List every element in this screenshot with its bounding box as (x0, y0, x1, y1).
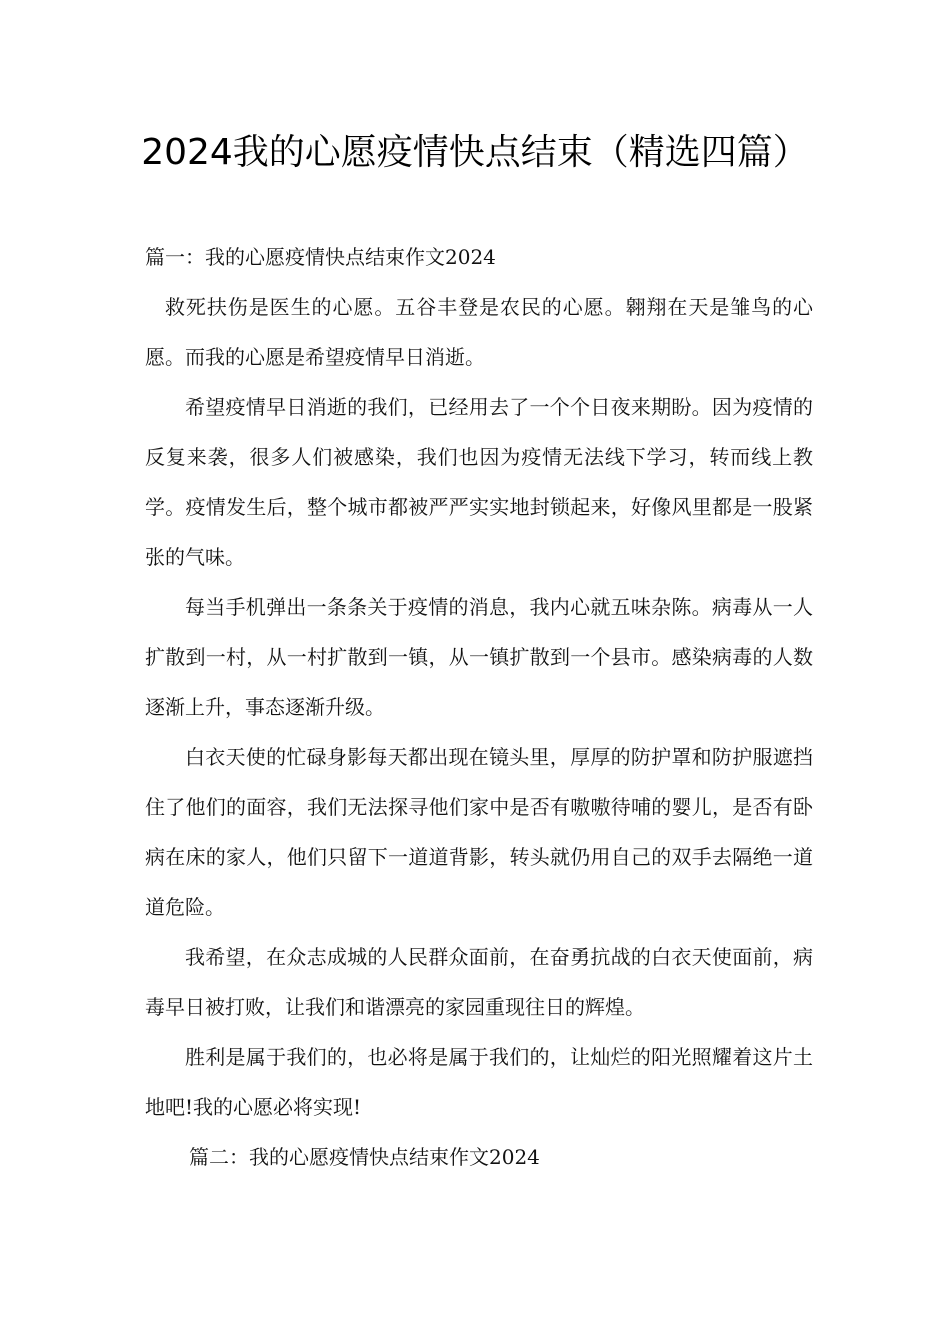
document-body (145, 232, 813, 1182)
section-heading-1: 篇一：我的心愿疫情快点结束作文2024 (145, 245, 496, 269)
paragraph-1: 救死扶伤是医生的心愿。五谷丰登是农民的心愿。翱翔在天是雏鸟的心愿。而我的心愿是希望疫情早日消逝。 (145, 295, 813, 369)
paragraph-6: 胜利是属于我们的，也必将是属于我们的，让灿烂的阳光照耀着这片土地吧!我的心愿必将实现! (145, 1045, 813, 1119)
paragraph-3: 每当手机弹出一条条关于疫情的消息，我内心就五味杂陈。病毒从一人扩散到一村，从一村扩散到一镇，从一镇扩散到一个县市。感染病毒的人数逐渐上升，事态逐渐升级。 (145, 595, 813, 719)
paragraph-4: 白衣天使的忙碌身影每天都出现在镜头里，厚厚的防护罩和防护服遮挡住了他们的面容，我们无法探寻他们家中是否有嗷嗷待哺的婴儿，是否有卧病在床的家人，他们只留下一道道背影，转头就仍用自己的双手去隔绝一道道危险。 (145, 745, 813, 919)
paragraph-2: 希望疫情早日消逝的我们，已经用去了一个个日夜来期盼。因为疫情的反复来袭，很多人们被感染，我们也因为疫情无法线下学习，转而线上教学。疫情发生后，整个城市都被严严实实地封锁起来，好像风里都是一股紧张的气味。 (145, 395, 813, 569)
section-heading-2: 篇二：我的心愿疫情快点结束作文2024 (189, 1145, 540, 1169)
paragraph-5: 我希望，在众志成城的人民群众面前，在奋勇抗战的白衣天使面前，病毒早日被打败，让我们和谐漂亮的家园重现往日的辉煌。 (145, 945, 813, 1019)
document-title: 2024我的心愿疫情快点结束（精选四篇） (141, 132, 809, 173)
